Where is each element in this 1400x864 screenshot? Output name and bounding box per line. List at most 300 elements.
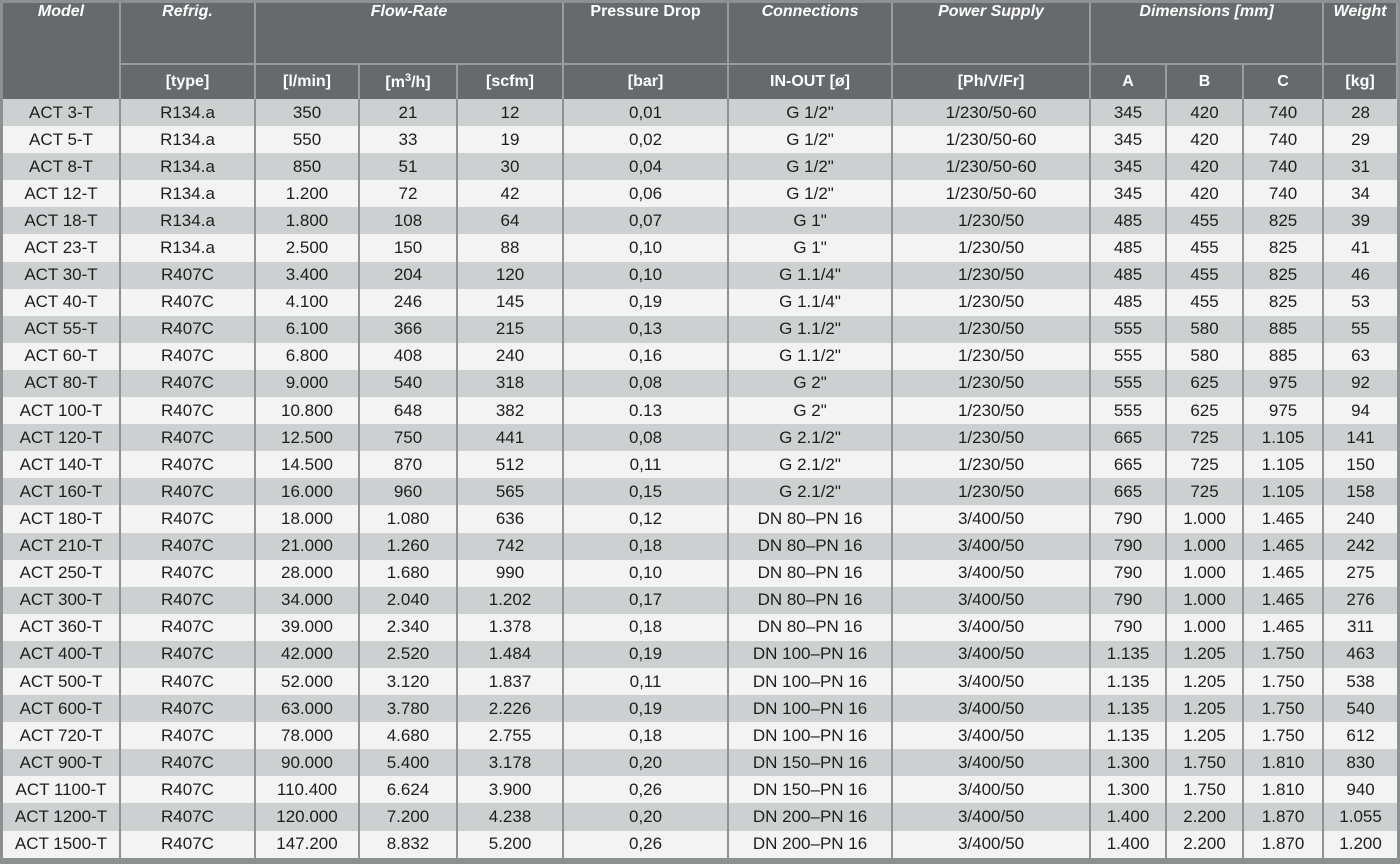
cell-dim-a: 1.135 xyxy=(1090,668,1166,695)
cell-connection: G 1" xyxy=(728,207,892,234)
cell-pressure-drop: 0,08 xyxy=(563,424,728,451)
cell-weight: 46 xyxy=(1323,262,1397,289)
cell-dim-a: 1.400 xyxy=(1090,831,1166,858)
header-power-supply: Power Supply xyxy=(892,3,1090,64)
cell-flow-lmin: 6.100 xyxy=(255,316,359,343)
cell-power-supply: 1/230/50 xyxy=(892,478,1090,505)
cell-refrig: R407C xyxy=(120,668,255,695)
cell-weight: 53 xyxy=(1323,289,1397,316)
cell-dim-c: 975 xyxy=(1243,397,1323,424)
cell-connection: DN 200–PN 16 xyxy=(728,831,892,858)
cell-pressure-drop: 0,17 xyxy=(563,587,728,614)
cell-model: ACT 18-T xyxy=(3,207,120,234)
cell-flow-m3h: 204 xyxy=(359,262,457,289)
cell-pressure-drop: 0,10 xyxy=(563,234,728,261)
cell-refrig: R407C xyxy=(120,343,255,370)
cell-weight: 242 xyxy=(1323,533,1397,560)
cell-flow-lmin: 12.500 xyxy=(255,424,359,451)
table-row xyxy=(3,451,1397,478)
cell-weight: 463 xyxy=(1323,641,1397,668)
cell-flow-scfm: 512 xyxy=(457,451,563,478)
cell-flow-lmin: 52.000 xyxy=(255,668,359,695)
cell-flow-m3h: 2.340 xyxy=(359,614,457,641)
cell-flow-m3h: 108 xyxy=(359,207,457,234)
cell-dim-c: 825 xyxy=(1243,234,1323,261)
cell-model: ACT 3-T xyxy=(3,99,120,126)
cell-dim-a: 1.300 xyxy=(1090,749,1166,776)
cell-model: ACT 40-T xyxy=(3,289,120,316)
cell-model: ACT 1100-T xyxy=(3,776,120,803)
header-row-units xyxy=(3,64,1397,99)
cell-power-supply: 1/230/50 xyxy=(892,234,1090,261)
cell-weight: 240 xyxy=(1323,505,1397,532)
cell-refrig: R407C xyxy=(120,722,255,749)
table-row xyxy=(3,668,1397,695)
cell-model: ACT 400-T xyxy=(3,641,120,668)
cell-flow-lmin: 120.000 xyxy=(255,803,359,830)
cell-dim-a: 345 xyxy=(1090,153,1166,180)
cell-dim-b: 455 xyxy=(1166,262,1243,289)
table-row xyxy=(3,776,1397,803)
unit-scfm: [scfm] xyxy=(457,64,563,99)
cell-connection: DN 100–PN 16 xyxy=(728,668,892,695)
table-row xyxy=(3,316,1397,343)
cell-dim-b: 420 xyxy=(1166,153,1243,180)
cell-power-supply: 3/400/50 xyxy=(892,749,1090,776)
cell-flow-m3h: 33 xyxy=(359,126,457,153)
cell-power-supply: 3/400/50 xyxy=(892,533,1090,560)
cell-connection: DN 80–PN 16 xyxy=(728,533,892,560)
cell-dim-b: 1.000 xyxy=(1166,505,1243,532)
cell-power-supply: 1/230/50 xyxy=(892,424,1090,451)
cell-flow-scfm: 215 xyxy=(457,316,563,343)
cell-dim-b: 2.200 xyxy=(1166,831,1243,858)
cell-refrig: R134.a xyxy=(120,234,255,261)
unit-kg: [kg] xyxy=(1323,64,1397,99)
cell-dim-a: 1.400 xyxy=(1090,803,1166,830)
cell-flow-scfm: 42 xyxy=(457,180,563,207)
cell-flow-scfm: 64 xyxy=(457,207,563,234)
cell-refrig: R134.a xyxy=(120,180,255,207)
cell-connection: DN 100–PN 16 xyxy=(728,722,892,749)
cell-power-supply: 1/230/50-60 xyxy=(892,180,1090,207)
table-row xyxy=(3,180,1397,207)
cell-pressure-drop: 0,19 xyxy=(563,695,728,722)
cell-dim-c: 1.750 xyxy=(1243,695,1323,722)
header-model: Model xyxy=(3,3,120,99)
cell-flow-lmin: 110.400 xyxy=(255,776,359,803)
cell-dim-b: 1.205 xyxy=(1166,695,1243,722)
table-row xyxy=(3,695,1397,722)
cell-flow-scfm: 1.202 xyxy=(457,587,563,614)
cell-pressure-drop: 0,10 xyxy=(563,560,728,587)
cell-dim-b: 725 xyxy=(1166,478,1243,505)
table-row xyxy=(3,614,1397,641)
cell-connection: G 2" xyxy=(728,397,892,424)
cell-weight: 31 xyxy=(1323,153,1397,180)
cell-model: ACT 140-T xyxy=(3,451,120,478)
cell-flow-m3h: 4.680 xyxy=(359,722,457,749)
cell-dim-c: 1.465 xyxy=(1243,587,1323,614)
cell-connection: G 1" xyxy=(728,234,892,261)
cell-connection: DN 80–PN 16 xyxy=(728,505,892,532)
cell-connection: DN 200–PN 16 xyxy=(728,803,892,830)
cell-flow-scfm: 12 xyxy=(457,99,563,126)
cell-dim-b: 1.000 xyxy=(1166,614,1243,641)
cell-flow-scfm: 19 xyxy=(457,126,563,153)
cell-connection: G 2.1/2" xyxy=(728,451,892,478)
unit-m3h xyxy=(359,64,457,99)
cell-connection: DN 100–PN 16 xyxy=(728,695,892,722)
header-refrig: Refrig. xyxy=(120,3,255,64)
cell-weight: 34 xyxy=(1323,180,1397,207)
cell-flow-scfm: 318 xyxy=(457,370,563,397)
cell-flow-lmin: 1.200 xyxy=(255,180,359,207)
cell-dim-a: 1.300 xyxy=(1090,776,1166,803)
cell-connection: DN 80–PN 16 xyxy=(728,560,892,587)
table-row xyxy=(3,424,1397,451)
cell-weight: 55 xyxy=(1323,316,1397,343)
cell-flow-m3h: 3.780 xyxy=(359,695,457,722)
cell-dim-a: 1.135 xyxy=(1090,695,1166,722)
cell-refrig: R407C xyxy=(120,587,255,614)
cell-power-supply: 3/400/50 xyxy=(892,641,1090,668)
cell-flow-scfm: 1.484 xyxy=(457,641,563,668)
cell-refrig: R407C xyxy=(120,749,255,776)
cell-model: ACT 900-T xyxy=(3,749,120,776)
unit-dim-b: B xyxy=(1166,64,1243,99)
cell-weight: 150 xyxy=(1323,451,1397,478)
cell-dim-c: 1.810 xyxy=(1243,749,1323,776)
cell-model: ACT 500-T xyxy=(3,668,120,695)
cell-flow-m3h: 870 xyxy=(359,451,457,478)
cell-refrig: R407C xyxy=(120,262,255,289)
cell-pressure-drop: 0,19 xyxy=(563,641,728,668)
cell-dim-b: 1.750 xyxy=(1166,749,1243,776)
cell-dim-b: 420 xyxy=(1166,180,1243,207)
cell-flow-scfm: 2.755 xyxy=(457,722,563,749)
cell-dim-a: 790 xyxy=(1090,587,1166,614)
cell-pressure-drop: 0,20 xyxy=(563,749,728,776)
cell-model: ACT 180-T xyxy=(3,505,120,532)
cell-dim-b: 420 xyxy=(1166,126,1243,153)
table-row xyxy=(3,262,1397,289)
cell-dim-a: 790 xyxy=(1090,505,1166,532)
cell-weight: 1.200 xyxy=(1323,831,1397,858)
cell-dim-b: 455 xyxy=(1166,289,1243,316)
cell-dim-a: 555 xyxy=(1090,397,1166,424)
cell-flow-scfm: 565 xyxy=(457,478,563,505)
cell-flow-lmin: 39.000 xyxy=(255,614,359,641)
cell-connection: DN 150–PN 16 xyxy=(728,749,892,776)
cell-refrig: R407C xyxy=(120,533,255,560)
cell-dim-c: 740 xyxy=(1243,153,1323,180)
cell-dim-b: 725 xyxy=(1166,451,1243,478)
unit-lmin: [l/min] xyxy=(255,64,359,99)
cell-flow-m3h: 2.520 xyxy=(359,641,457,668)
cell-dim-c: 825 xyxy=(1243,289,1323,316)
cell-dim-c: 740 xyxy=(1243,126,1323,153)
cell-weight: 612 xyxy=(1323,722,1397,749)
cell-power-supply: 1/230/50 xyxy=(892,262,1090,289)
cell-dim-a: 345 xyxy=(1090,99,1166,126)
cell-connection: G 1/2" xyxy=(728,180,892,207)
cell-power-supply: 1/230/50-60 xyxy=(892,153,1090,180)
table-row xyxy=(3,831,1397,858)
cell-flow-lmin: 42.000 xyxy=(255,641,359,668)
cell-power-supply: 1/230/50 xyxy=(892,289,1090,316)
cell-pressure-drop: 0,11 xyxy=(563,668,728,695)
cell-pressure-drop: 0.13 xyxy=(563,397,728,424)
cell-connection: G 2.1/2" xyxy=(728,478,892,505)
cell-power-supply: 3/400/50 xyxy=(892,803,1090,830)
unit-phvfr: [Ph/V/Fr] xyxy=(892,64,1090,99)
cell-flow-scfm: 30 xyxy=(457,153,563,180)
cell-model: ACT 100-T xyxy=(3,397,120,424)
header-row-main xyxy=(3,3,1397,64)
cell-dim-a: 345 xyxy=(1090,126,1166,153)
cell-dim-b: 580 xyxy=(1166,343,1243,370)
cell-flow-m3h: 150 xyxy=(359,234,457,261)
cell-flow-lmin: 16.000 xyxy=(255,478,359,505)
cell-flow-lmin: 1.800 xyxy=(255,207,359,234)
cell-dim-c: 740 xyxy=(1243,99,1323,126)
cell-weight: 1.055 xyxy=(1323,803,1397,830)
cell-model: ACT 720-T xyxy=(3,722,120,749)
cell-model: ACT 120-T xyxy=(3,424,120,451)
cell-dim-b: 580 xyxy=(1166,316,1243,343)
cell-weight: 39 xyxy=(1323,207,1397,234)
cell-dim-c: 1.750 xyxy=(1243,722,1323,749)
cell-dim-c: 1.465 xyxy=(1243,533,1323,560)
cell-connection: DN 80–PN 16 xyxy=(728,614,892,641)
cell-flow-lmin: 90.000 xyxy=(255,749,359,776)
table-row xyxy=(3,641,1397,668)
cell-connection: G 1/2" xyxy=(728,126,892,153)
cell-flow-scfm: 1.837 xyxy=(457,668,563,695)
cell-flow-scfm: 1.378 xyxy=(457,614,563,641)
cell-dim-a: 345 xyxy=(1090,180,1166,207)
cell-flow-m3h: 51 xyxy=(359,153,457,180)
cell-dim-b: 1.000 xyxy=(1166,533,1243,560)
table-row xyxy=(3,397,1397,424)
table-header xyxy=(3,3,1397,99)
table-row xyxy=(3,153,1397,180)
unit-bar: [bar] xyxy=(563,64,728,99)
cell-flow-lmin: 2.500 xyxy=(255,234,359,261)
cell-connection: G 1/2" xyxy=(728,153,892,180)
cell-refrig: R134.a xyxy=(120,126,255,153)
cell-weight: 275 xyxy=(1323,560,1397,587)
cell-flow-m3h: 1.080 xyxy=(359,505,457,532)
cell-pressure-drop: 0,13 xyxy=(563,316,728,343)
cell-model: ACT 80-T xyxy=(3,370,120,397)
cell-flow-m3h: 408 xyxy=(359,343,457,370)
cell-flow-scfm: 3.900 xyxy=(457,776,563,803)
cell-model: ACT 300-T xyxy=(3,587,120,614)
cell-dim-b: 625 xyxy=(1166,397,1243,424)
cell-flow-scfm: 441 xyxy=(457,424,563,451)
cell-dim-c: 885 xyxy=(1243,343,1323,370)
cell-model: ACT 30-T xyxy=(3,262,120,289)
cell-refrig: R407C xyxy=(120,614,255,641)
cell-dim-c: 1.105 xyxy=(1243,451,1323,478)
cell-flow-lmin: 3.400 xyxy=(255,262,359,289)
cell-flow-m3h: 1.680 xyxy=(359,560,457,587)
cell-refrig: R407C xyxy=(120,478,255,505)
cell-flow-scfm: 990 xyxy=(457,560,563,587)
table-row xyxy=(3,533,1397,560)
cell-pressure-drop: 0,08 xyxy=(563,370,728,397)
cell-refrig: R407C xyxy=(120,370,255,397)
cell-dim-b: 2.200 xyxy=(1166,803,1243,830)
cell-dim-b: 420 xyxy=(1166,99,1243,126)
cell-dim-c: 1.810 xyxy=(1243,776,1323,803)
cell-dim-c: 740 xyxy=(1243,180,1323,207)
cell-power-supply: 3/400/50 xyxy=(892,668,1090,695)
cell-dim-b: 1.205 xyxy=(1166,641,1243,668)
cell-dim-a: 485 xyxy=(1090,234,1166,261)
cell-power-supply: 1/230/50-60 xyxy=(892,99,1090,126)
cell-connection: G 1.1/4" xyxy=(728,289,892,316)
cell-dim-a: 485 xyxy=(1090,289,1166,316)
cell-flow-lmin: 18.000 xyxy=(255,505,359,532)
cell-flow-m3h: 1.260 xyxy=(359,533,457,560)
cell-refrig: R407C xyxy=(120,424,255,451)
cell-pressure-drop: 0,12 xyxy=(563,505,728,532)
cell-dim-c: 1.105 xyxy=(1243,478,1323,505)
unit-type: [type] xyxy=(120,64,255,99)
table-row xyxy=(3,478,1397,505)
cell-refrig: R407C xyxy=(120,397,255,424)
cell-power-supply: 3/400/50 xyxy=(892,505,1090,532)
cell-flow-lmin: 147.200 xyxy=(255,831,359,858)
table-row xyxy=(3,803,1397,830)
table-row xyxy=(3,560,1397,587)
cell-connection: G 1.1/4" xyxy=(728,262,892,289)
cell-flow-scfm: 382 xyxy=(457,397,563,424)
cell-flow-scfm: 4.238 xyxy=(457,803,563,830)
header-dimensions: Dimensions [mm] xyxy=(1090,3,1323,64)
cell-flow-scfm: 88 xyxy=(457,234,563,261)
table-row xyxy=(3,207,1397,234)
cell-refrig: R134.a xyxy=(120,99,255,126)
cell-flow-lmin: 10.800 xyxy=(255,397,359,424)
cell-flow-m3h: 6.624 xyxy=(359,776,457,803)
header-weight: Weight xyxy=(1323,3,1397,64)
unit-m3h-prefix: [m xyxy=(385,74,405,91)
header-pressure-drop: Pressure Drop xyxy=(563,3,728,64)
cell-power-supply: 1/230/50 xyxy=(892,397,1090,424)
cell-dim-a: 790 xyxy=(1090,614,1166,641)
header-connections: Connections xyxy=(728,3,892,64)
cell-dim-c: 1.465 xyxy=(1243,560,1323,587)
cell-pressure-drop: 0,01 xyxy=(563,99,728,126)
table-row xyxy=(3,99,1397,126)
cell-dim-a: 665 xyxy=(1090,478,1166,505)
cell-model: ACT 250-T xyxy=(3,560,120,587)
cell-model: ACT 23-T xyxy=(3,234,120,261)
cell-connection: G 1.1/2" xyxy=(728,316,892,343)
cell-weight: 29 xyxy=(1323,126,1397,153)
cell-weight: 830 xyxy=(1323,749,1397,776)
cell-weight: 92 xyxy=(1323,370,1397,397)
cell-refrig: R407C xyxy=(120,831,255,858)
cell-dim-b: 455 xyxy=(1166,207,1243,234)
cell-pressure-drop: 0,15 xyxy=(563,478,728,505)
cell-dim-b: 455 xyxy=(1166,234,1243,261)
cell-dim-c: 1.870 xyxy=(1243,803,1323,830)
cell-power-supply: 3/400/50 xyxy=(892,722,1090,749)
cell-dim-c: 1.750 xyxy=(1243,641,1323,668)
cell-dim-c: 1.105 xyxy=(1243,424,1323,451)
unit-dim-a: A xyxy=(1090,64,1166,99)
cell-dim-c: 885 xyxy=(1243,316,1323,343)
cell-dim-b: 625 xyxy=(1166,370,1243,397)
cell-power-supply: 1/230/50 xyxy=(892,451,1090,478)
cell-power-supply: 3/400/50 xyxy=(892,587,1090,614)
cell-power-supply: 1/230/50 xyxy=(892,343,1090,370)
cell-dim-a: 790 xyxy=(1090,560,1166,587)
cell-dim-c: 825 xyxy=(1243,262,1323,289)
cell-pressure-drop: 0,10 xyxy=(563,262,728,289)
cell-flow-lmin: 4.100 xyxy=(255,289,359,316)
cell-refrig: R407C xyxy=(120,289,255,316)
cell-connection: DN 80–PN 16 xyxy=(728,587,892,614)
cell-dim-c: 1.465 xyxy=(1243,505,1323,532)
cell-flow-m3h: 960 xyxy=(359,478,457,505)
cell-refrig: R407C xyxy=(120,641,255,668)
cell-weight: 540 xyxy=(1323,695,1397,722)
cell-weight: 94 xyxy=(1323,397,1397,424)
cell-dim-c: 1.465 xyxy=(1243,614,1323,641)
cell-flow-scfm: 3.178 xyxy=(457,749,563,776)
cell-dim-b: 1.000 xyxy=(1166,560,1243,587)
cell-flow-lmin: 6.800 xyxy=(255,343,359,370)
table-row xyxy=(3,126,1397,153)
table-row xyxy=(3,234,1397,261)
cell-connection: G 2.1/2" xyxy=(728,424,892,451)
table-row xyxy=(3,749,1397,776)
cell-dim-b: 1.205 xyxy=(1166,668,1243,695)
cell-pressure-drop: 0,02 xyxy=(563,126,728,153)
cell-pressure-drop: 0,18 xyxy=(563,722,728,749)
cell-pressure-drop: 0,04 xyxy=(563,153,728,180)
cell-refrig: R407C xyxy=(120,560,255,587)
cell-flow-lmin: 28.000 xyxy=(255,560,359,587)
cell-connection: G 1.1/2" xyxy=(728,343,892,370)
cell-pressure-drop: 0,07 xyxy=(563,207,728,234)
cell-refrig: R134.a xyxy=(120,207,255,234)
cell-model: ACT 1200-T xyxy=(3,803,120,830)
cell-dim-a: 555 xyxy=(1090,316,1166,343)
header-flow-rate: Flow-Rate xyxy=(255,3,563,64)
cell-power-supply: 3/400/50 xyxy=(892,614,1090,641)
cell-weight: 158 xyxy=(1323,478,1397,505)
cell-flow-m3h: 2.040 xyxy=(359,587,457,614)
cell-dim-a: 790 xyxy=(1090,533,1166,560)
spec-table xyxy=(3,3,1398,858)
cell-dim-b: 1.750 xyxy=(1166,776,1243,803)
cell-power-supply: 3/400/50 xyxy=(892,695,1090,722)
cell-flow-scfm: 636 xyxy=(457,505,563,532)
cell-dim-c: 975 xyxy=(1243,370,1323,397)
cell-flow-m3h: 21 xyxy=(359,99,457,126)
cell-dim-c: 825 xyxy=(1243,207,1323,234)
cell-dim-a: 555 xyxy=(1090,343,1166,370)
cell-flow-m3h: 540 xyxy=(359,370,457,397)
cell-flow-scfm: 240 xyxy=(457,343,563,370)
